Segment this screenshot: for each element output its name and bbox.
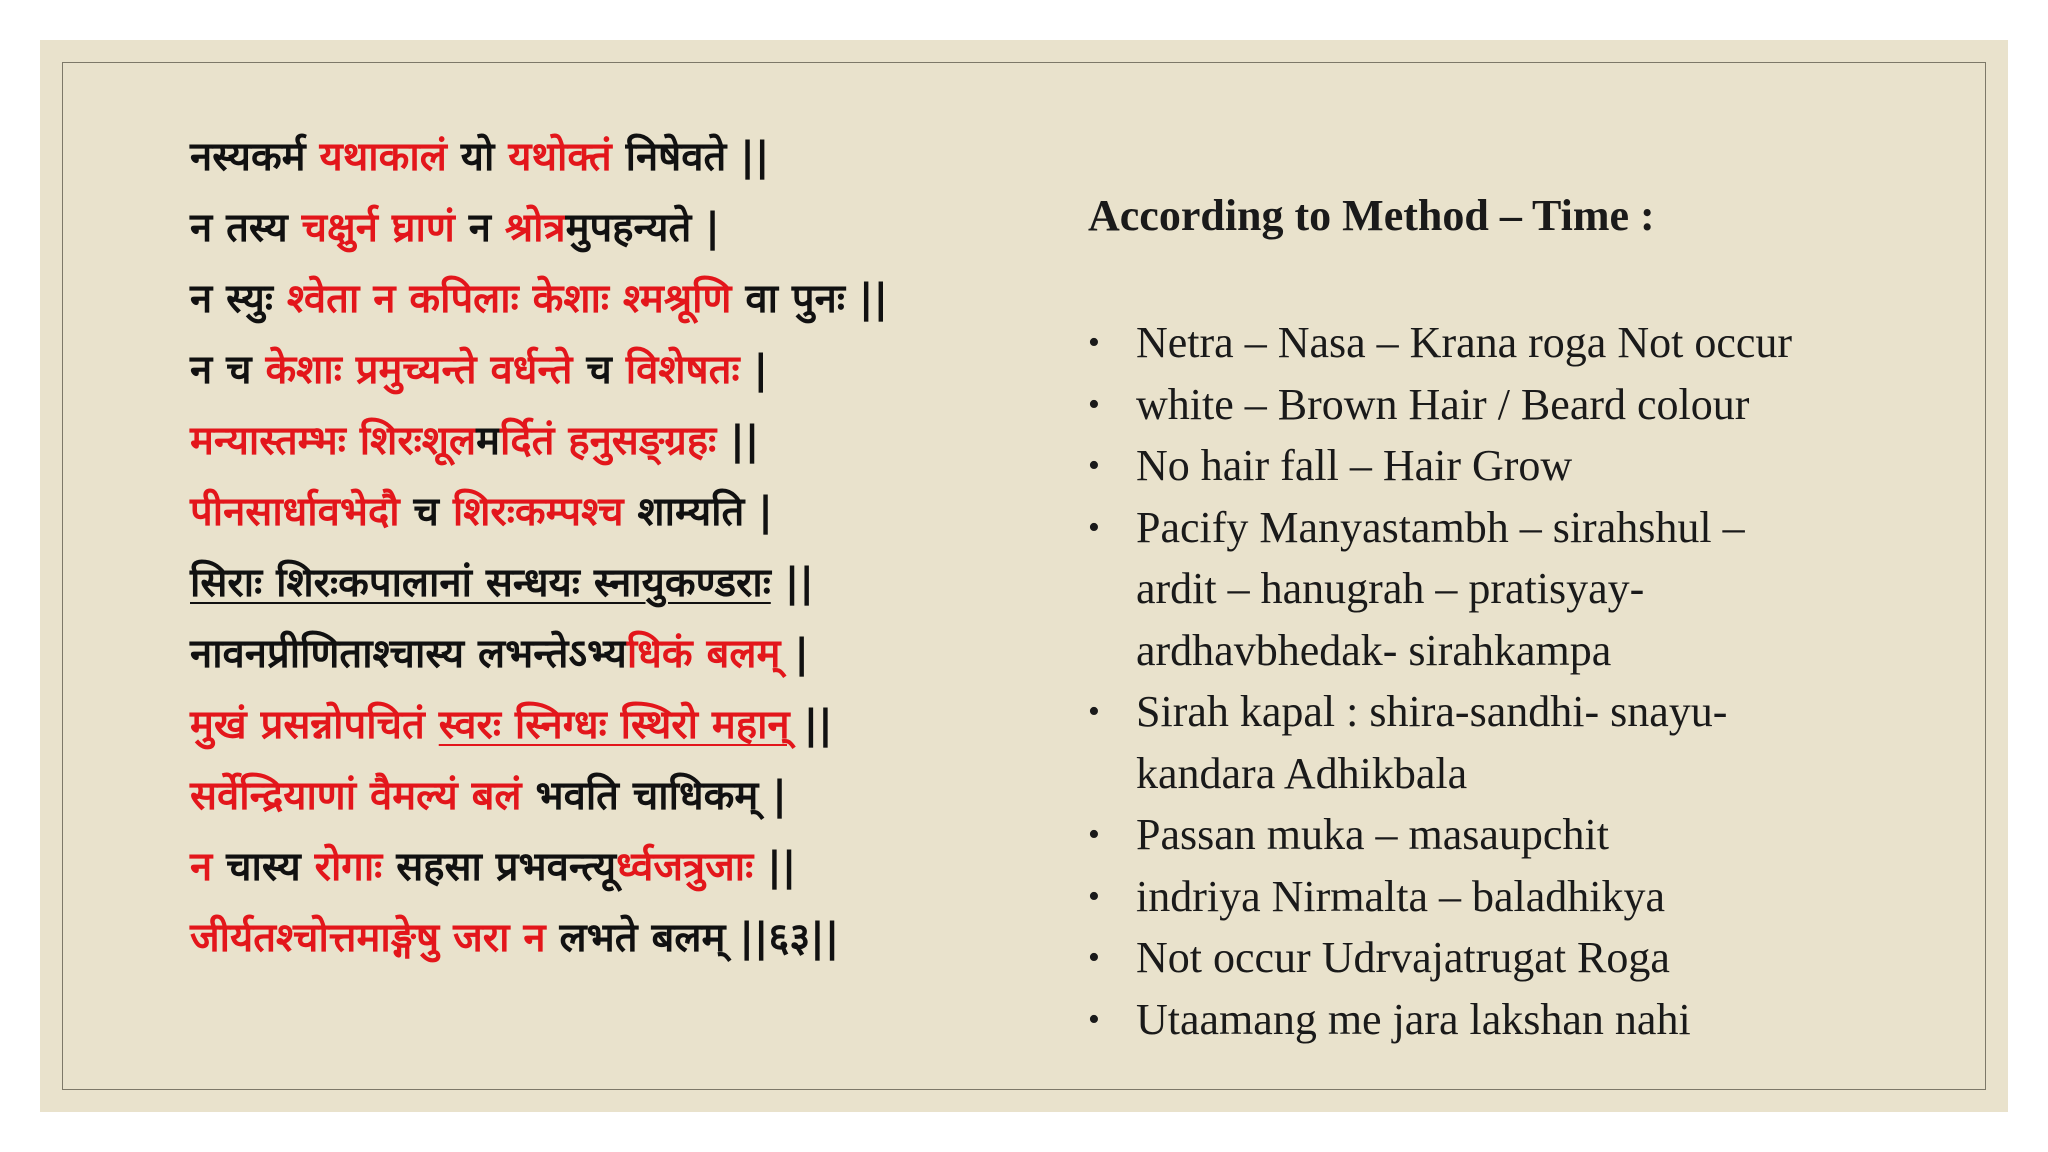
- verse-segment: मन्यास्तम्भः शिरःशूल: [190, 418, 477, 464]
- verse-segment: भवति चाधिकम् |: [521, 773, 787, 819]
- verse-segment: निषेवते ||: [611, 134, 770, 180]
- verse-segment: धिकं बलम्: [626, 631, 781, 677]
- bullet-item: [1088, 927, 1968, 989]
- bullet-text-line: Sirah kapal : shira-sandhi- snayu-: [1136, 687, 1728, 736]
- verse-segment: |: [739, 347, 769, 393]
- bullet-dot-icon: •: [1088, 508, 1100, 546]
- verse-line: [190, 193, 1050, 264]
- bullet-dot-icon: •: [1088, 693, 1100, 730]
- bullet-text-line: ardhavbhedak- sirahkampa: [1136, 625, 1612, 675]
- verse-line: [190, 761, 1050, 832]
- verse-segment: च: [572, 347, 626, 393]
- bullet-dot-icon: •: [1088, 385, 1100, 423]
- bullet-text-line: white – Brown Hair / Beard colour: [1136, 379, 1750, 429]
- bullet-item: [1088, 374, 1968, 436]
- verse-segment: शिरःकम्पश्च: [452, 489, 624, 535]
- bullet-item: [1088, 312, 1968, 374]
- bullet-dot-icon: •: [1088, 324, 1100, 361]
- verse-line: [190, 548, 1050, 619]
- verse-line: [190, 903, 1050, 974]
- verse-segment: म: [476, 418, 501, 464]
- verse-segment: ||: [789, 702, 833, 748]
- verse-segment: विशेषतः: [625, 347, 740, 393]
- bullet-dot-icon: •: [1088, 816, 1100, 853]
- bullet-item: [1088, 989, 1968, 1051]
- verse-segment: श्रोत्र: [504, 205, 566, 251]
- verse-segment: यथाकालं: [319, 134, 447, 180]
- verse-segment: ||: [753, 844, 797, 890]
- bullet-text-line: ardit – hanugrah – pratisyay-: [1136, 564, 1645, 613]
- bullet-text-line: Passan muka – masaupchit: [1136, 810, 1609, 859]
- verse-segment: यो: [446, 134, 509, 180]
- verse-segment: स्वरः स्निग्धः स्थिरो महान्: [438, 702, 790, 748]
- verse-segment: न: [454, 205, 505, 251]
- verse-segment: रोगाः: [314, 844, 383, 890]
- verse-segment: मुपहन्यते |: [565, 205, 720, 251]
- bullet-dot-icon: •: [1088, 447, 1100, 484]
- sanskrit-verses: [190, 122, 1050, 974]
- verse-segment: यथोक्तं: [508, 134, 612, 180]
- verse-segment: मुखं प्रसन्नोपचितं: [190, 702, 439, 748]
- bullet-list: [1088, 312, 1968, 1050]
- bullet-text-line: Not occur Udrvajatrugat Roga: [1136, 933, 1670, 982]
- bullet-text-line: Utaamang me jara lakshan nahi: [1136, 994, 1691, 1044]
- verse-segment: र्दितं हनुसङ्ग्रहः: [500, 418, 717, 464]
- bullet-text-line: indriya Nirmalta – baladhikya: [1136, 871, 1666, 921]
- verse-segment: न च: [190, 347, 266, 393]
- verse-segment: सहसा प्रभवन्त्यू: [382, 844, 617, 890]
- verse-segment: जीर्यतश्चोत्तमाङ्गेषु जरा न: [190, 915, 546, 961]
- verse-segment: श्वेता न कपिलाः केशाः श्मश्रूणि: [286, 276, 732, 322]
- verse-segment: ||: [770, 560, 814, 606]
- bullet-item: [1088, 804, 1968, 866]
- verse-line: [190, 832, 1050, 903]
- verse-line: [190, 406, 1050, 477]
- bullet-item: [1088, 681, 1968, 804]
- bullet-item: [1088, 866, 1968, 928]
- verse-segment: पीनसार्धावभेदौ: [190, 489, 400, 535]
- verse-segment: नावनप्रीणिताश्चास्य लभन्तेऽभ्य: [190, 631, 627, 677]
- verse-segment: शाम्यति |: [623, 489, 773, 535]
- bullet-text-line: Pacify Manyastambh – sirahshul –: [1136, 502, 1745, 552]
- verse-line: [190, 619, 1050, 690]
- bullet-dot-icon: •: [1088, 1000, 1100, 1038]
- bullet-text-line: No hair fall – Hair Grow: [1136, 441, 1573, 490]
- verse-segment: केशाः प्रमुच्यन्ते वर्धन्ते: [265, 347, 573, 393]
- bullet-item: [1088, 497, 1968, 682]
- verse-segment: चास्य: [212, 844, 315, 890]
- verse-segment: चक्षुर्न घ्राणं: [301, 205, 455, 251]
- bullet-item: [1088, 435, 1968, 497]
- bullet-text-line: Netra – Nasa – Krana roga Not occur: [1136, 318, 1793, 367]
- verse-segment: लभते बलम् ||६३||: [545, 915, 840, 961]
- verse-line: [190, 335, 1050, 406]
- verse-segment: ||: [716, 418, 760, 464]
- verse-line: [190, 690, 1050, 761]
- verse-segment: न तस्य: [190, 205, 302, 251]
- bullet-text-line: kandara Adhikbala: [1136, 748, 1468, 798]
- verse-segment: सर्वेन्द्रियाणां वैमल्यं बलं: [190, 773, 522, 819]
- verse-segment: न: [190, 844, 213, 890]
- verse-line: [190, 477, 1050, 548]
- verse-segment: न स्युः: [190, 276, 287, 322]
- bullet-dot-icon: •: [1088, 939, 1100, 976]
- bullet-dot-icon: •: [1088, 877, 1100, 915]
- verse-segment: नस्यकर्म: [190, 134, 320, 180]
- verse-segment: |: [780, 631, 809, 677]
- verse-segment: सिराः शिरःकपालानां सन्धयः स्नायुकण्डराः: [190, 560, 771, 606]
- slide-heading: According to Method – Time :: [1088, 191, 1655, 240]
- verse-line: [190, 122, 1050, 193]
- verse-segment: च: [399, 489, 453, 535]
- verse-line: [190, 264, 1050, 335]
- verse-segment: वा पुनः ||: [731, 276, 889, 322]
- verse-segment: र्ध्वजत्रुजाः: [616, 844, 754, 890]
- slide: [40, 40, 2008, 1112]
